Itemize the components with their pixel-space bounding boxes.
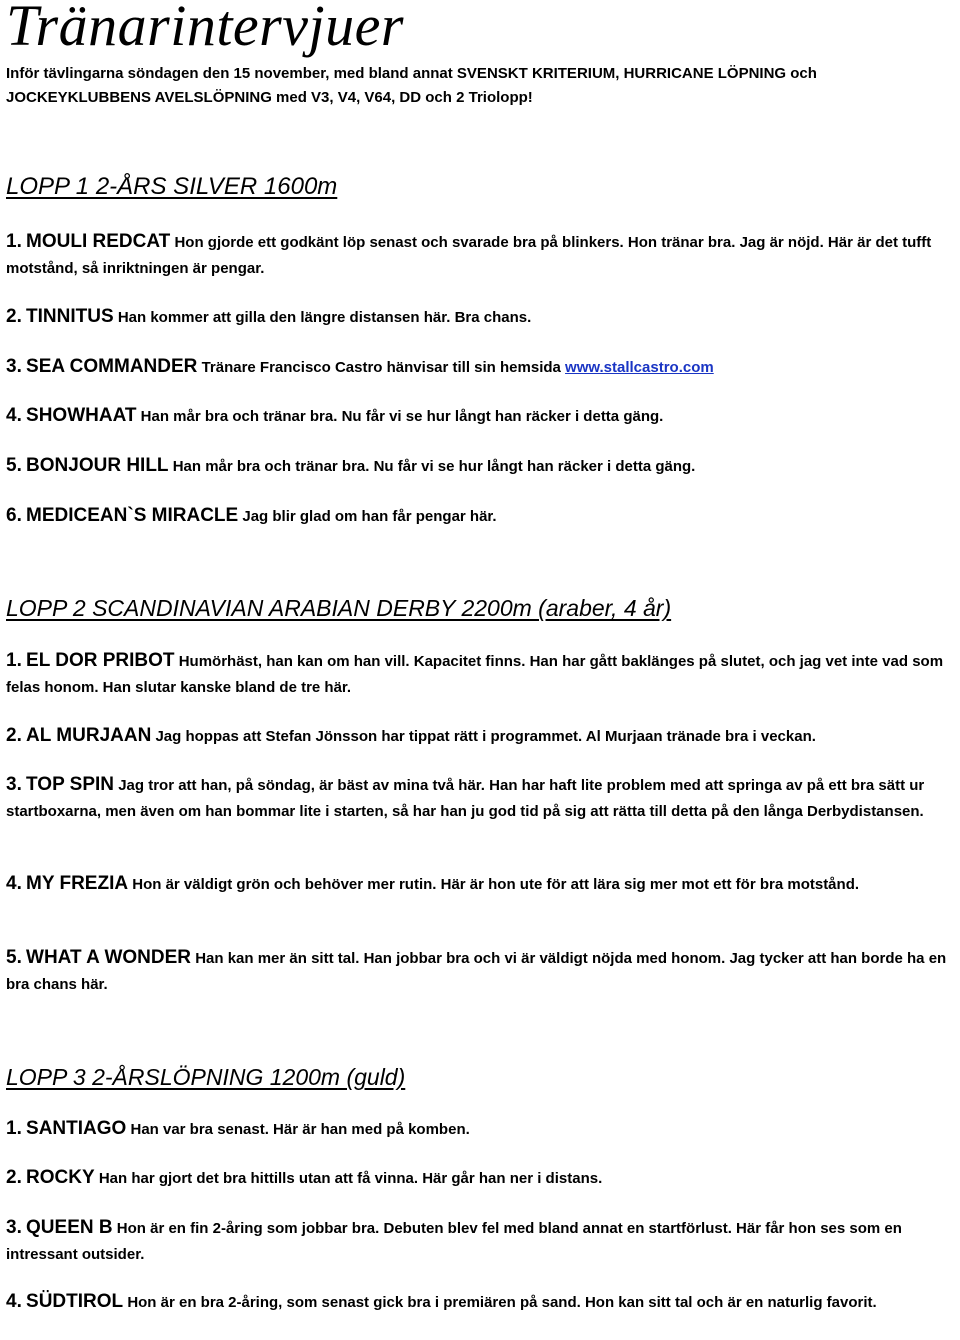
trainer-comment: Han kan mer än sitt tal. Han jobbar bra och vi är väldigt nöjda med honom. Jag tycker att han borde ha en bra chans här. [6,950,947,993]
horse-name: EL DOR PRIBOT [26,650,175,671]
entry-number: 1. [6,1118,22,1139]
horse-name: MEDICEAN`S MIRACLE [26,505,239,526]
horse-name: WHAT A WONDER [26,947,192,968]
entry-lopp1-1 [6,229,954,282]
horse-name: SHOWHAAT [26,405,137,426]
trainer-comment: Tränare Francisco Castro hänvisar till sin hemsida [201,359,561,376]
entry-number: 2. [6,725,22,746]
horse-name: TINNITUS [26,306,114,327]
horse-name: TOP SPIN [26,774,115,795]
trainer-comment: Hon gjorde ett godkänt löp senast och svarade bra på blinkers. Hon tränar bra. Jag är nöjd. Här är det tufft motstånd, så inriktningen är pengar. [6,234,932,277]
trainer-comment: Jag blir glad om han får pengar här. [242,508,497,525]
horse-name: ROCKY [26,1167,95,1188]
horse-name: SÜDTIROL [26,1291,124,1312]
entry-lopp1-4 [6,403,954,430]
entry-number: 2. [6,306,22,327]
trainer-comment: Han kommer att gilla den längre distansen här. Bra chans. [117,309,532,326]
trainer-comment: Han har gjort det bra hittills utan att få vinna. Här går han ner i distans. [98,1170,603,1187]
entry-lopp2-4 [6,871,954,898]
entry-number: 2. [6,1167,22,1188]
entry-number: 4. [6,405,22,426]
entry-lopp2-2 [6,723,954,750]
entry-lopp1-5 [6,453,954,480]
horse-name: SEA COMMANDER [26,356,198,377]
race-heading-lopp-1: LOPP 1 2-ÅRS SILVER 1600m [6,173,338,200]
entry-lopp2-5 [6,945,954,998]
entry-lopp1-6 [6,503,954,530]
entry-number: 3. [6,356,22,377]
trainer-comment: Hon är väldigt grön och behöver mer rutin. Här är hon ute för att lära sig mer mot ett för bra motstånd. [132,876,860,893]
trainer-comment: Hon är en bra 2-åring, som senast gick bra i premiären på sand. Hon kan sitt tal och är en naturlig favorit. [127,1294,877,1311]
trainer-comment: Hon är en fin 2-åring som jobbar bra. Debuten blev fel med bland annat en startförlust. Här får hon ses som en intressant outsider. [6,1220,902,1263]
horse-name: MY FREZIA [26,873,129,894]
horse-name: QUEEN B [26,1217,113,1238]
trainer-comment: Jag hoppas att Stefan Jönsson har tippat rätt i programmet. Al Murjaan tränade bra i veckan. [155,728,816,745]
entry-lopp1-3 [6,354,954,381]
trainer-comment: Han mår bra och tränar bra. Nu får vi se hur långt han räcker i detta gäng. [140,408,664,425]
race-heading-lopp-3: LOPP 3 2-ÅRSLÖPNING 1200m (guld) [6,1064,406,1090]
entry-lopp3-3 [6,1215,954,1268]
entry-number: 5. [6,947,22,968]
entry-lopp2-3 [6,772,954,825]
horse-name: SANTIAGO [26,1118,127,1139]
horse-name: BONJOUR HILL [26,455,169,476]
stallcastro-link[interactable]: www.stallcastro.com [565,359,714,376]
horse-name: AL MURJAAN [26,725,152,746]
entry-lopp1-2 [6,304,954,331]
trainer-comment: Han var bra senast. Här är han med på komben. [130,1121,470,1138]
entry-number: 3. [6,1217,22,1238]
entry-lopp3-2 [6,1165,954,1192]
entry-number: 5. [6,455,22,476]
trainer-comment: Humörhäst, han kan om han vill. Kapacitet finns. Han har gått baklänges på slutet, och jag vet inte vad som felas honom. Han slutar kanske bland de tre här. [6,653,944,696]
entry-number: 1. [6,231,22,252]
page-title: Tränarintervjuer [6,0,404,58]
intro-text: Inför tävlingarna söndagen den 15 november, med bland annat SVENSKT KRITERIUM, HURRICANE LÖPNING och JOCKEYKLUBBENS AVELSLÖPNING med V3, V4, V64, DD och 2 Triolopp! [6,65,817,106]
entry-number: 1. [6,650,22,671]
horse-name: MOULI REDCAT [26,231,171,252]
trainer-comment: Han mår bra och tränar bra. Nu får vi se hur långt han räcker i detta gäng. [172,458,696,475]
race-heading-lopp-2: LOPP 2 SCANDINAVIAN ARABIAN DERBY 2200m (araber, 4 år) [6,595,672,621]
entry-number: 6. [6,505,22,526]
entry-lopp3-4 [6,1289,954,1316]
entry-number: 4. [6,873,22,894]
entry-number: 4. [6,1291,22,1312]
trainer-comment: Jag tror att han, på söndag, är bäst av mina två här. Han har haft lite problem med att springa av på ett bra sätt ur startboxarna, men även om han bommar lite i starten, så har han ju god tid på sig att rätta till detta på den långa Derbydistansen. [6,777,925,820]
entry-lopp3-1 [6,1116,954,1143]
entry-lopp2-1 [6,648,954,701]
entry-number: 3. [6,774,22,795]
